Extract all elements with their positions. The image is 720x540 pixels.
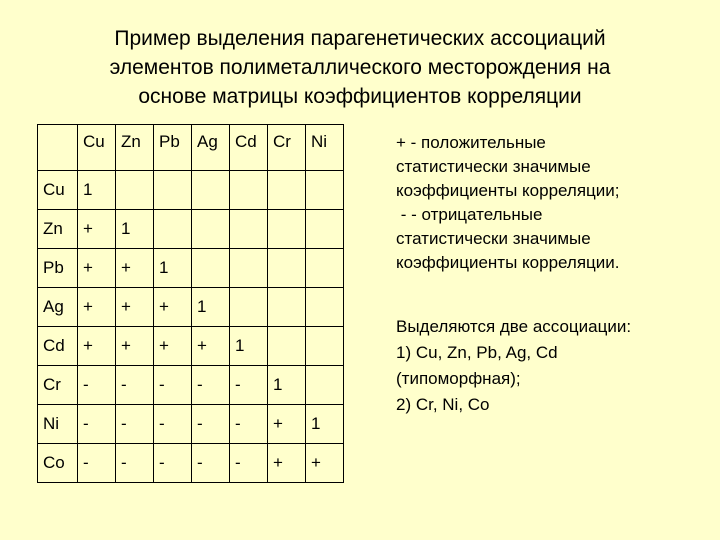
matrix-cell [306, 327, 344, 366]
matrix-header-cell: Pb [154, 125, 192, 171]
matrix-cell: 1 [192, 288, 230, 327]
conclusion-line-3: (типоморфная); [396, 369, 521, 388]
legend-plus-line-1: + - положительные [396, 133, 546, 152]
matrix-cell: - [230, 444, 268, 483]
matrix-cell: 1 [306, 405, 344, 444]
title-line-3: основе матрицы коэффициентов корреляции [138, 85, 582, 108]
conclusion-line-1: Выделяются две ассоциации: [396, 317, 632, 336]
matrix-cell [192, 210, 230, 249]
matrix-cell: 1 [230, 327, 268, 366]
matrix-header-cell: Cd [230, 125, 268, 171]
matrix-cell: - [78, 405, 116, 444]
matrix-cell: 1 [268, 366, 306, 405]
matrix-row-label: Zn [38, 210, 78, 249]
matrix-row [38, 249, 344, 288]
matrix-cell [192, 249, 230, 288]
legend-minus-line-1: - - отрицательные [396, 205, 543, 224]
matrix-cell: - [230, 366, 268, 405]
matrix-cell: - [78, 366, 116, 405]
title-line-1: Пример выделения парагенетических ассоциаций [114, 27, 606, 50]
matrix-row [38, 366, 344, 405]
matrix-cell: + [268, 444, 306, 483]
matrix-cell: - [192, 405, 230, 444]
matrix-row-label: Cr [38, 366, 78, 405]
matrix-cell: + [116, 249, 154, 288]
matrix-cell [230, 288, 268, 327]
matrix-cell [230, 171, 268, 210]
matrix-cell: + [268, 405, 306, 444]
matrix-cell: - [116, 366, 154, 405]
matrix-header-cell: Cr [268, 125, 306, 171]
matrix-cell: 1 [154, 249, 192, 288]
matrix-row-label: Cu [38, 171, 78, 210]
matrix-cell: + [192, 327, 230, 366]
matrix-row [38, 327, 344, 366]
matrix-row-label: Co [38, 444, 78, 483]
matrix-row [38, 405, 344, 444]
matrix-cell: + [116, 288, 154, 327]
legend-minus-line-3: коэффициенты корреляции. [396, 253, 620, 272]
matrix-header-row [38, 125, 344, 171]
matrix-cell: - [154, 366, 192, 405]
matrix-row [38, 444, 344, 483]
matrix-cell: - [116, 405, 154, 444]
matrix-header-cell: Ag [192, 125, 230, 171]
matrix-cell [268, 327, 306, 366]
matrix-cell [192, 171, 230, 210]
matrix-cell: - [154, 444, 192, 483]
matrix-header-cell: Zn [116, 125, 154, 171]
matrix-cell [268, 288, 306, 327]
matrix-cell [306, 171, 344, 210]
legend [396, 131, 706, 275]
matrix-header-cell: Cu [78, 125, 116, 171]
matrix-cell [154, 210, 192, 249]
conclusion-line-2: 1) Cu, Zn, Pb, Ag, Cd [396, 343, 558, 362]
matrix-cell [306, 366, 344, 405]
matrix-cell: + [306, 444, 344, 483]
matrix-cell [306, 288, 344, 327]
matrix-cell: - [192, 366, 230, 405]
correlation-matrix [37, 124, 344, 483]
matrix-cell: - [154, 405, 192, 444]
matrix-cell [116, 171, 154, 210]
matrix-cell [154, 171, 192, 210]
legend-plus-line-3: коэффициенты корреляции; [396, 181, 620, 200]
matrix-cell [268, 249, 306, 288]
matrix-cell: + [154, 327, 192, 366]
matrix-cell: + [78, 249, 116, 288]
matrix-row-label: Ni [38, 405, 78, 444]
matrix-cell: - [116, 444, 154, 483]
matrix-cell [306, 210, 344, 249]
matrix-cell: + [78, 288, 116, 327]
matrix-cell: + [78, 327, 116, 366]
matrix-cell [268, 210, 306, 249]
matrix-header-cell: Ni [306, 125, 344, 171]
matrix-row [38, 210, 344, 249]
matrix-cell [230, 210, 268, 249]
matrix-cell [268, 171, 306, 210]
matrix-row-label: Ag [38, 288, 78, 327]
matrix-cell: - [230, 405, 268, 444]
matrix-cell [306, 249, 344, 288]
matrix-cell: + [78, 210, 116, 249]
matrix-row [38, 171, 344, 210]
title-line-2: элементов полиметаллического месторождения на [109, 56, 611, 79]
matrix-cell [230, 249, 268, 288]
matrix-row-label: Cd [38, 327, 78, 366]
matrix-cell: 1 [78, 171, 116, 210]
conclusion-line-4: 2) Cr, Ni, Co [396, 395, 490, 414]
matrix-cell: + [154, 288, 192, 327]
matrix-row-label: Pb [38, 249, 78, 288]
matrix-cell: - [192, 444, 230, 483]
slide-title [40, 24, 680, 111]
matrix-cell: 1 [116, 210, 154, 249]
matrix-cell: - [78, 444, 116, 483]
conclusion [396, 314, 706, 418]
matrix-corner-cell [38, 125, 78, 171]
legend-minus-line-2: статистически значимые [396, 229, 591, 248]
matrix-row [38, 288, 344, 327]
legend-plus-line-2: статистически значимые [396, 157, 591, 176]
matrix-cell: + [116, 327, 154, 366]
